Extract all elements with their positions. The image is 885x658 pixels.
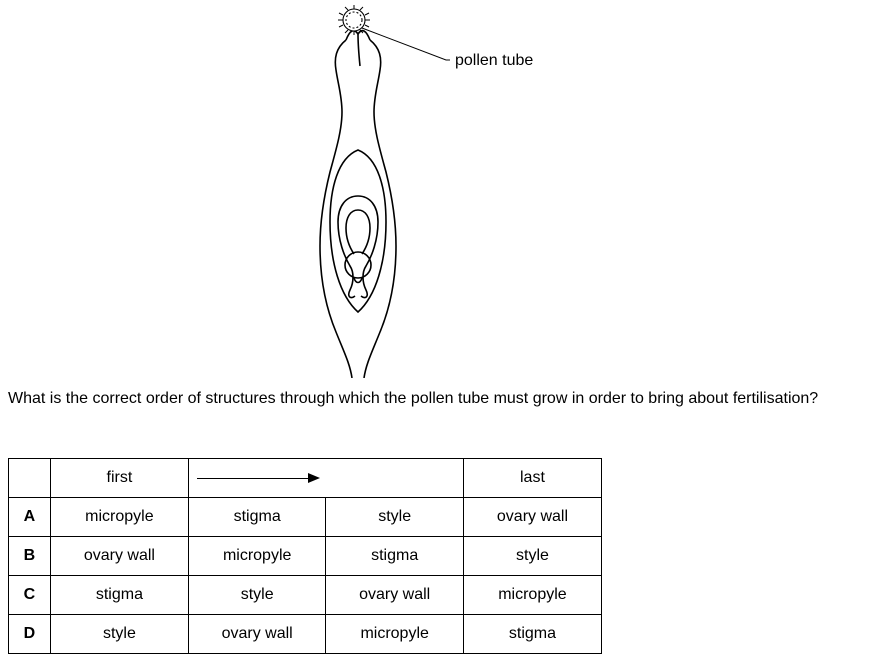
- row-a-option-2[interactable]: stigma: [188, 498, 326, 537]
- row-c-option-2[interactable]: style: [188, 576, 326, 615]
- row-letter-d: D: [9, 615, 51, 654]
- row-b-option-1[interactable]: ovary wall: [50, 537, 188, 576]
- row-a-option-3[interactable]: style: [326, 498, 464, 537]
- pollen-grain-icon: [338, 5, 370, 35]
- table-row[interactable]: [9, 498, 602, 537]
- row-a-option-1[interactable]: micropyle: [50, 498, 188, 537]
- table-row[interactable]: [9, 576, 602, 615]
- row-a-option-4[interactable]: ovary wall: [463, 498, 601, 537]
- row-c-option-3[interactable]: ovary wall: [326, 576, 464, 615]
- row-c-option-4[interactable]: micropyle: [463, 576, 601, 615]
- pollen-tube-label: pollen tube: [455, 52, 534, 69]
- table-header-row: [9, 459, 602, 498]
- row-d-option-3[interactable]: micropyle: [326, 615, 464, 654]
- table-row[interactable]: [9, 615, 602, 654]
- header-arrow-cell-2: [326, 459, 464, 498]
- row-letter-a: A: [9, 498, 51, 537]
- row-c-option-1[interactable]: stigma: [50, 576, 188, 615]
- row-b-option-2[interactable]: micropyle: [188, 537, 326, 576]
- question-text: What is the correct order of structures through which the pollen tube must grow in order to bring about fertilisation?: [8, 390, 819, 407]
- row-letter-c: C: [9, 576, 51, 615]
- header-last-cell: last: [463, 459, 601, 498]
- row-d-option-4[interactable]: stigma: [463, 615, 601, 654]
- pollen-tube-leader-line: [362, 28, 450, 60]
- header-arrow-cell-1: [188, 459, 326, 498]
- row-b-option-3[interactable]: stigma: [326, 537, 464, 576]
- answer-options-table: [8, 458, 602, 654]
- table-row[interactable]: [9, 537, 602, 576]
- header-first-cell: first: [50, 459, 188, 498]
- arrow-right-icon: [189, 459, 326, 497]
- row-b-option-4[interactable]: style: [463, 537, 601, 576]
- header-blank-cell: [9, 459, 51, 498]
- row-letter-b: B: [9, 537, 51, 576]
- row-d-option-2[interactable]: ovary wall: [188, 615, 326, 654]
- row-d-option-1[interactable]: style: [50, 615, 188, 654]
- carpel-diagram: [250, 0, 650, 378]
